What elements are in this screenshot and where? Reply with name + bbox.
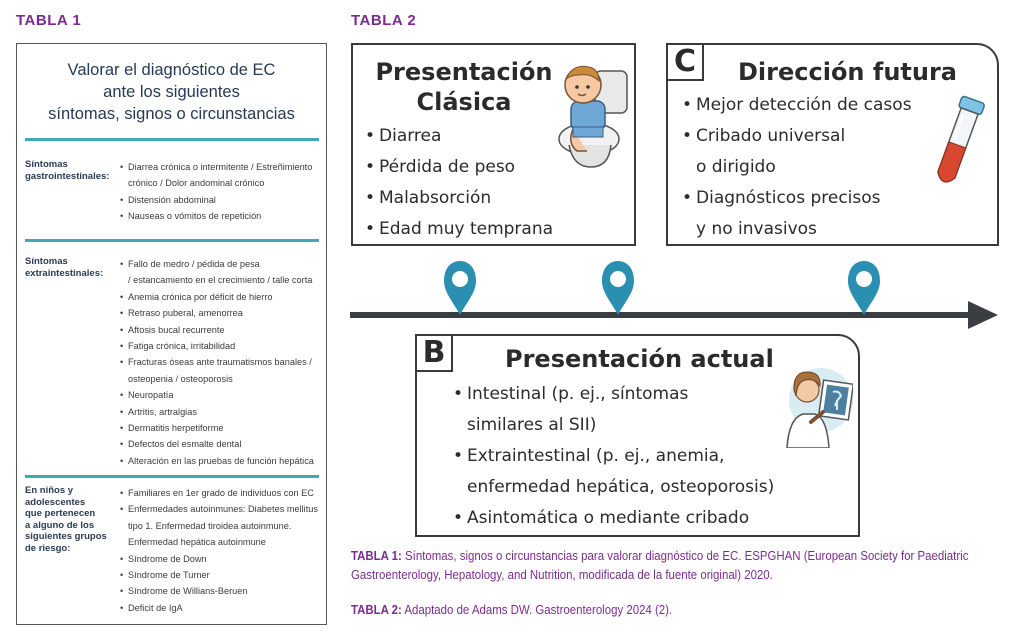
list-item: • Síndrome de Turner xyxy=(120,567,325,583)
panel-presentacion-actual xyxy=(415,334,860,537)
panel-title: Presentación Clásica xyxy=(375,58,553,116)
list-item: • Mejor detección de casos xyxy=(682,90,912,121)
list-item: • Distensión abdominal xyxy=(120,192,325,208)
panel-presentacion-clasica xyxy=(351,43,636,246)
list-item: • Dermatitis herpetiforme xyxy=(120,420,325,436)
list-item: • Asintomática o mediante cribado xyxy=(453,503,774,534)
list-item: • Cribado universal o dirigido xyxy=(682,121,912,183)
list-item: • Enfermedades autoinmunes: Diabetes mellitus tipo 1. Enfermedad tiroidea autoinmune. Enfermedad hepática autoinmune xyxy=(120,501,325,550)
list-item: • Neuropatía xyxy=(120,387,325,403)
list-item: • Alteración en las pruebas de función hepática xyxy=(120,453,325,469)
list-item: • Fallo de medro / pédida de pesa / estancamiento en el crecimiento / talle corta xyxy=(120,256,325,289)
list-item: • Pérdida de peso xyxy=(365,152,553,183)
section-title: En niños y adolescentes que pertenecen a alguno de los siguientes grupos de riesgo: xyxy=(25,485,107,554)
list-item: • Fatiga crónica, irritabilidad xyxy=(120,338,325,354)
tabla1-label: TABLA 1 xyxy=(16,12,82,29)
panel-direccion-futura xyxy=(666,43,999,246)
list-item: • Síndrome de Willians-Beruen xyxy=(120,583,325,599)
list-item: • Retraso puberal, amenorrea xyxy=(120,305,325,321)
section-title: Síntomas extraintestinales: xyxy=(25,256,104,279)
timeline-pin-a xyxy=(444,261,476,315)
heading-line: síntomas, signos o circunstancias xyxy=(48,105,295,123)
caption-label: TABLA 2: xyxy=(351,602,402,617)
section-divider xyxy=(25,475,319,478)
timeline-pin-b xyxy=(602,261,634,315)
panel-list xyxy=(453,379,774,534)
panel-list xyxy=(682,90,912,245)
tabla1-box xyxy=(16,43,327,625)
caption-label: TABLA 1: xyxy=(351,548,402,563)
list-item: • Intestinal (p. ej., síntomas similares al SII) xyxy=(453,379,774,441)
panel-letter: B xyxy=(415,334,453,372)
list-item: • Fracturas óseas ante traumatismos banales / osteopenia / osteoporosis xyxy=(120,354,325,387)
doctor-xray-illustration xyxy=(781,356,853,448)
list-item: • Diagnósticos precisos y no invasivos xyxy=(682,183,912,245)
caption-tabla2: TABLA 2: Adaptado de Adams DW. Gastroenterology 2024 (2). xyxy=(351,602,673,617)
list-item: • Deficit de IgA xyxy=(120,600,325,616)
panel-title: Dirección futura xyxy=(738,58,957,86)
panel-letter: C xyxy=(666,43,704,81)
panel-list xyxy=(365,121,553,245)
section-divider xyxy=(25,138,319,141)
list-item: • Síndrome de Down xyxy=(120,551,325,567)
list-item: • Diarrea xyxy=(365,121,553,152)
section-title: Síntomas gastrointestinales: xyxy=(25,159,110,182)
child-toilet-illustration xyxy=(551,53,631,169)
timeline-arrowhead xyxy=(968,301,998,329)
list-item: • Diarrea crónica o intermitente / Estreñimiento crónico / Dolor andominal crónico xyxy=(120,159,325,192)
timeline xyxy=(350,257,1002,337)
list-item: • Malabsorción xyxy=(365,183,553,214)
test-tube-icon xyxy=(930,93,986,195)
section-divider xyxy=(25,239,319,242)
heading-line: Valorar el diagnóstico de EC xyxy=(67,61,276,79)
list-item: • Extraintestinal (p. ej., anemia, enfermedad hepática, osteoporosis) xyxy=(453,441,774,503)
caption-tabla1: TABLA 1: Síntomas, signos o circunstancias para valorar diagnóstico de EC. ESPGHAN (European Society for Paediatric Gastroenterology, Hepatology, and Nutrition, modificada de la fuente original) 2020. xyxy=(351,548,969,582)
timeline-pin-c xyxy=(848,261,880,315)
list-item: • Aftosis bucal recurrente xyxy=(120,322,325,338)
heading-line: ante los siguientes xyxy=(103,83,240,101)
list-item: • Edad muy temprana xyxy=(365,214,553,245)
list-item: • Nauseas o vómitos de repetición xyxy=(120,208,325,224)
tabla1-heading xyxy=(17,59,326,125)
list-item: • Defectos del esmalte dental xyxy=(120,436,325,452)
panel-title: Presentación actual xyxy=(505,345,774,373)
list-item: • Anemia crónica por déficit de hierro xyxy=(120,289,325,305)
list-item: • Artritis, artralgias xyxy=(120,404,325,420)
list-item: • Familiares en 1er grado de individuos con EC xyxy=(120,485,325,501)
tabla2-label: TABLA 2 xyxy=(351,12,417,29)
